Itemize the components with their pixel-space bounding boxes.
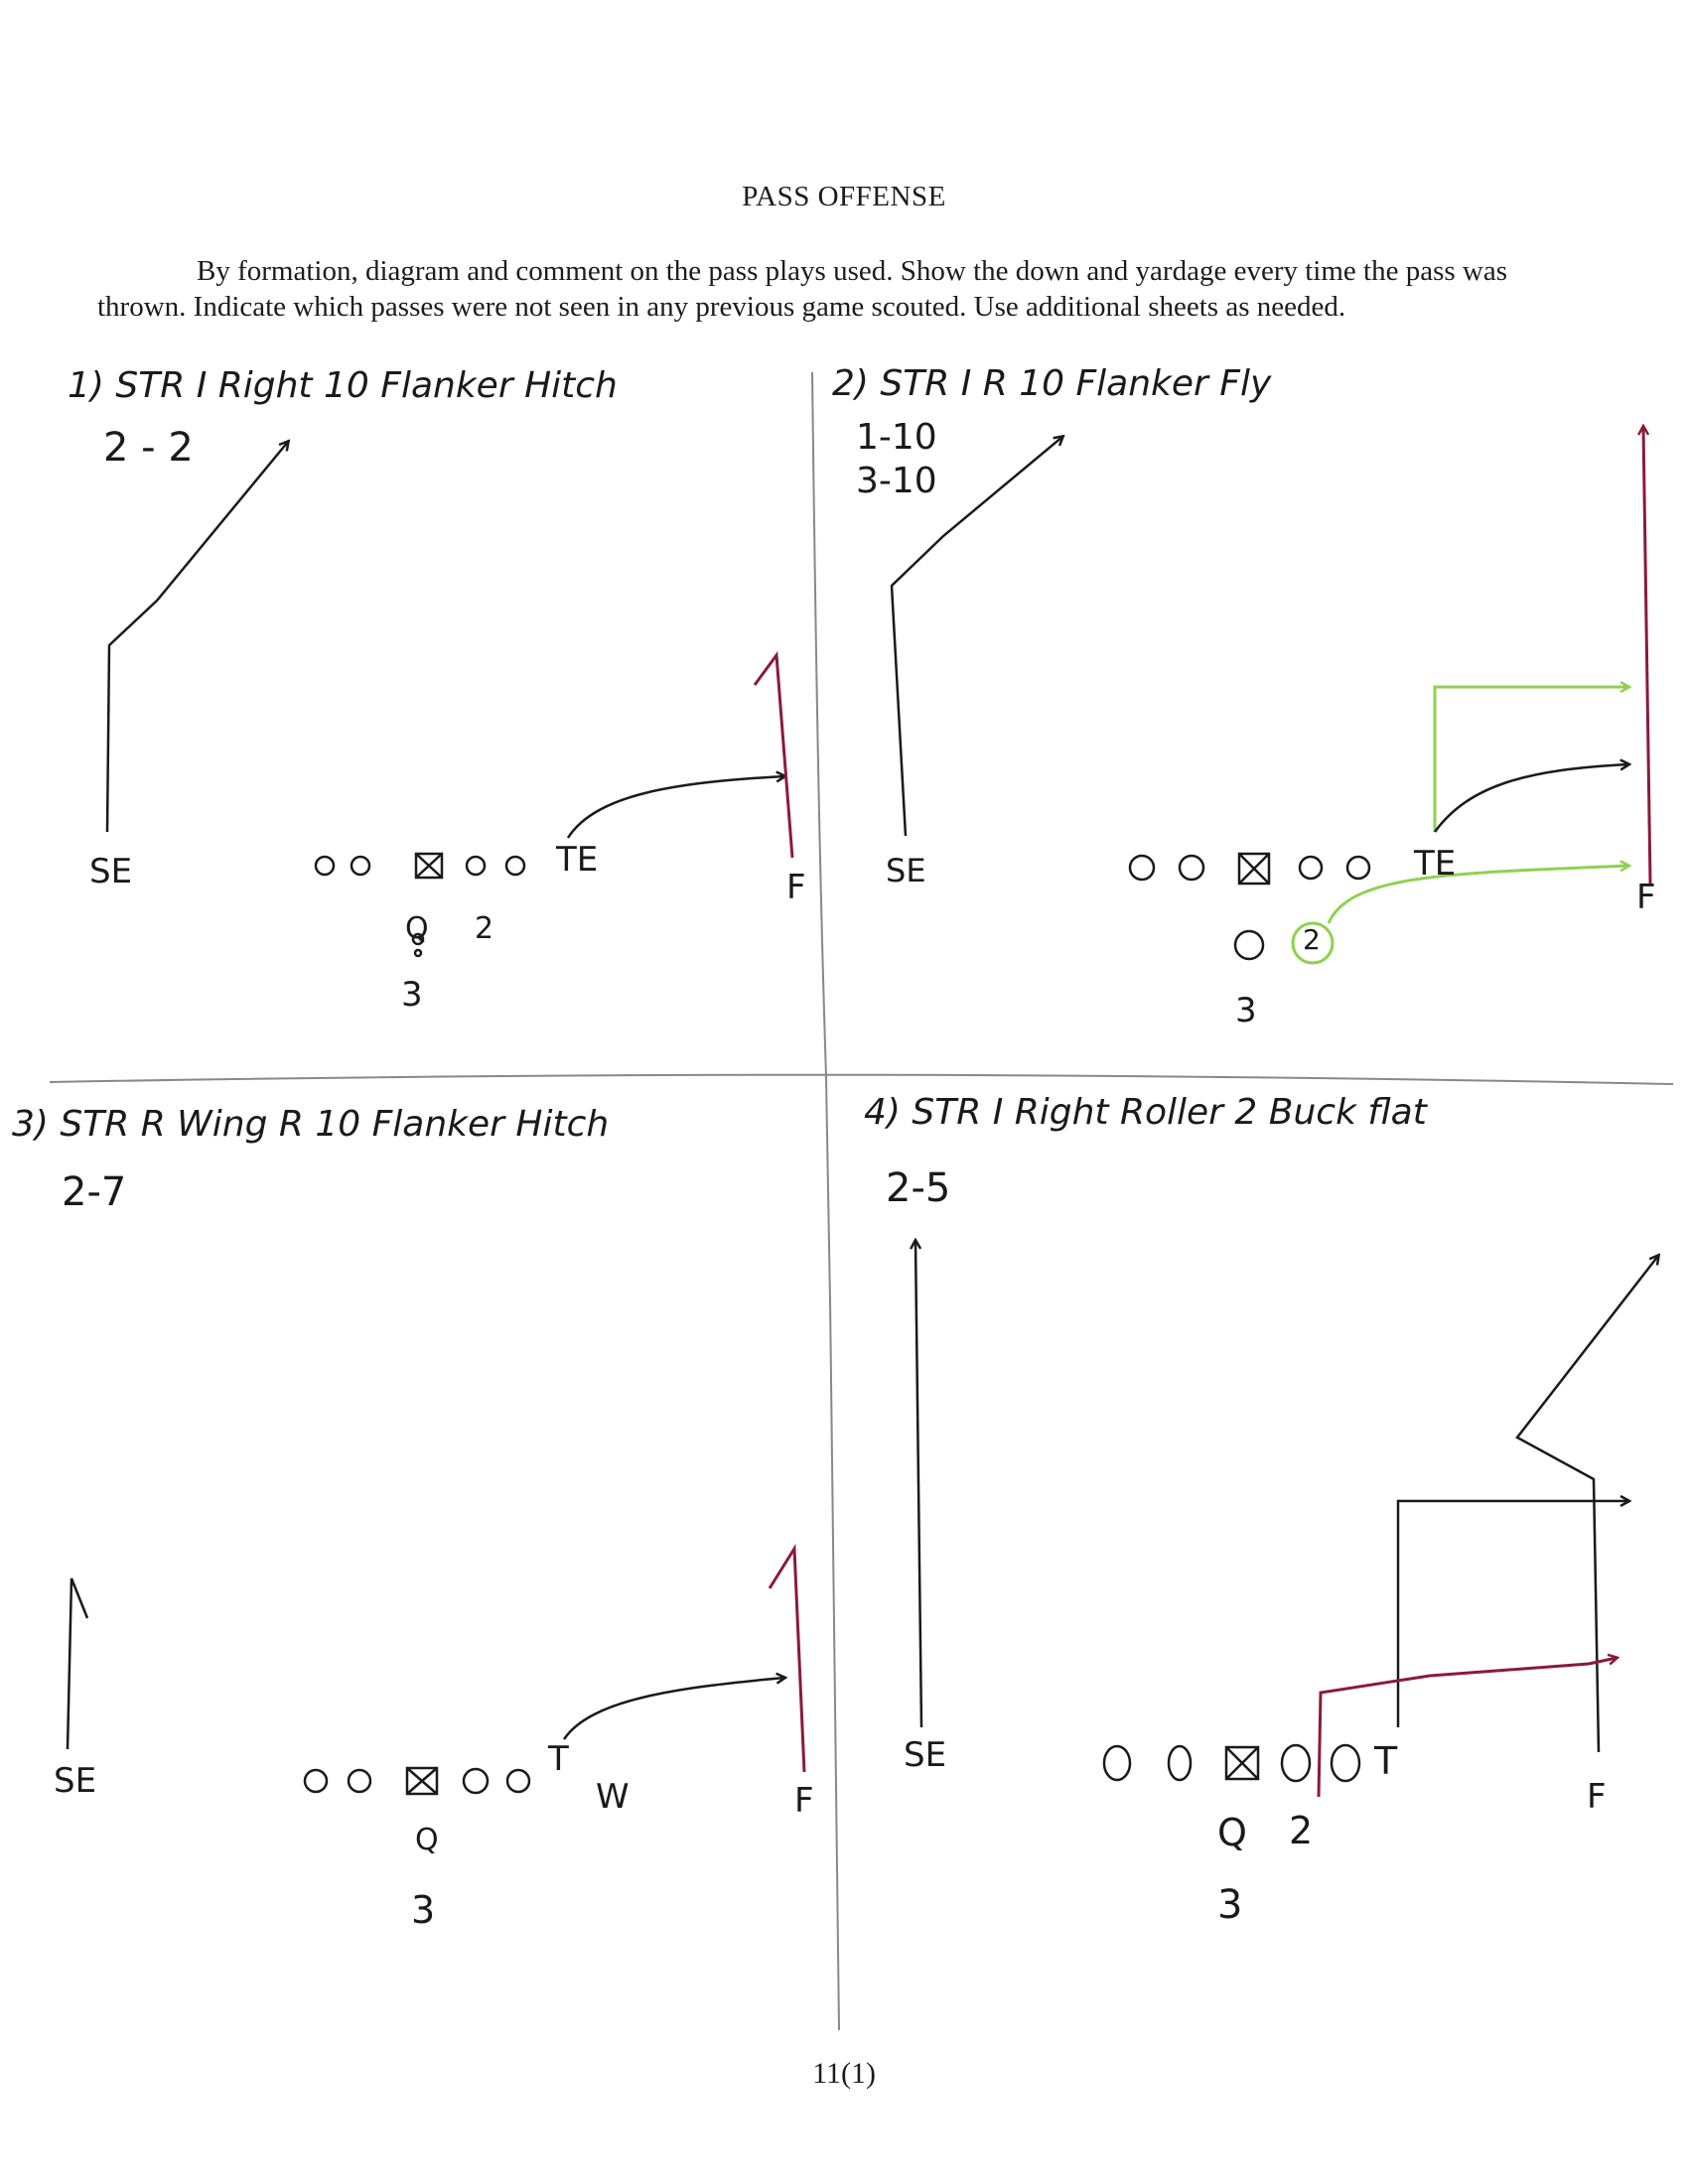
play-1-label-q: Q xyxy=(405,911,429,946)
flanker-hitch-route xyxy=(755,655,792,858)
play-1-label-se: SE xyxy=(89,852,133,891)
play-2-down-1: 1-10 xyxy=(856,417,937,458)
play-1-diagram xyxy=(107,442,792,956)
offensive-line xyxy=(1104,1745,1359,1781)
play-2-diagram xyxy=(892,427,1650,963)
play-2-label-3: 3 xyxy=(1235,991,1257,1030)
play-2-down-2: 3-10 xyxy=(856,461,937,501)
play-3-label-f: F xyxy=(794,1781,814,1821)
flanker-post-route xyxy=(1517,1256,1658,1752)
play-4-label-t: T xyxy=(1374,1739,1398,1783)
play-1-label-f: F xyxy=(786,868,806,907)
play-3-label-q: Q xyxy=(415,1823,439,1857)
vertical-divider-line xyxy=(812,372,839,2030)
se-route-line xyxy=(892,437,1062,836)
play-4-title: 4) STR I Right Roller 2 Buck flat xyxy=(864,1092,1427,1133)
play-2-title: 2) STR I R 10 Flanker Fly xyxy=(832,363,1272,404)
play-3-label-se: SE xyxy=(54,1761,97,1801)
play-3-diagram xyxy=(68,1549,804,1794)
play-1-down: 2 - 2 xyxy=(103,425,194,471)
play-3-label-3: 3 xyxy=(411,1888,436,1932)
play-3-title: 3) STR R Wing R 10 Flanker Hitch xyxy=(12,1104,610,1145)
play-4-label-2: 2 xyxy=(1289,1809,1314,1852)
te-route-line xyxy=(568,776,784,838)
play-1-label-3: 3 xyxy=(401,975,423,1015)
te-arc-route xyxy=(1435,764,1628,832)
page-title: PASS OFFENSE xyxy=(742,181,946,212)
play-4-label-se: SE xyxy=(904,1735,947,1775)
play-2-label-2: 2 xyxy=(1303,923,1321,956)
play-4-label-f: F xyxy=(1587,1777,1607,1817)
play-4-down: 2-5 xyxy=(886,1165,951,1211)
play-2-label-te: TE xyxy=(1414,844,1457,884)
play-3-down: 2-7 xyxy=(62,1169,127,1215)
play-4-diagram xyxy=(915,1241,1658,1797)
se-route-line xyxy=(68,1578,87,1749)
back-2-flat-route xyxy=(1319,1658,1617,1797)
play-3-label-w: W xyxy=(596,1777,630,1817)
flanker-fly-route xyxy=(1643,427,1650,884)
horizontal-divider-line xyxy=(50,1075,1673,1084)
instructions-paragraph: By formation, diagram and comment on the pass plays used. Show the down and yardage every time the pass was thrown. Indicate which passes were not seen in any previous game scouted. Use additional sheets as needed. xyxy=(97,255,1507,323)
back-flat-route xyxy=(1329,866,1628,923)
flanker-hitch-route xyxy=(770,1549,804,1772)
play-4-label-3: 3 xyxy=(1217,1882,1243,1928)
se-fly-route xyxy=(915,1241,921,1727)
se-route-line xyxy=(107,442,288,832)
wing-arc-route xyxy=(564,1678,784,1739)
play-4-label-q: Q xyxy=(1217,1811,1247,1854)
page-number: 11(1) xyxy=(812,2057,876,2090)
play-1-title: 1) STR I Right 10 Flanker Hitch xyxy=(68,365,618,406)
offensive-line xyxy=(305,1768,529,1794)
play-2-label-se: SE xyxy=(886,852,926,889)
play-1-label-te: TE xyxy=(556,840,599,880)
te-out-route xyxy=(1435,687,1628,832)
play-1-label-2: 2 xyxy=(475,911,494,946)
play-2-label-f: F xyxy=(1636,878,1656,917)
play-3-label-t: T xyxy=(548,1739,569,1779)
